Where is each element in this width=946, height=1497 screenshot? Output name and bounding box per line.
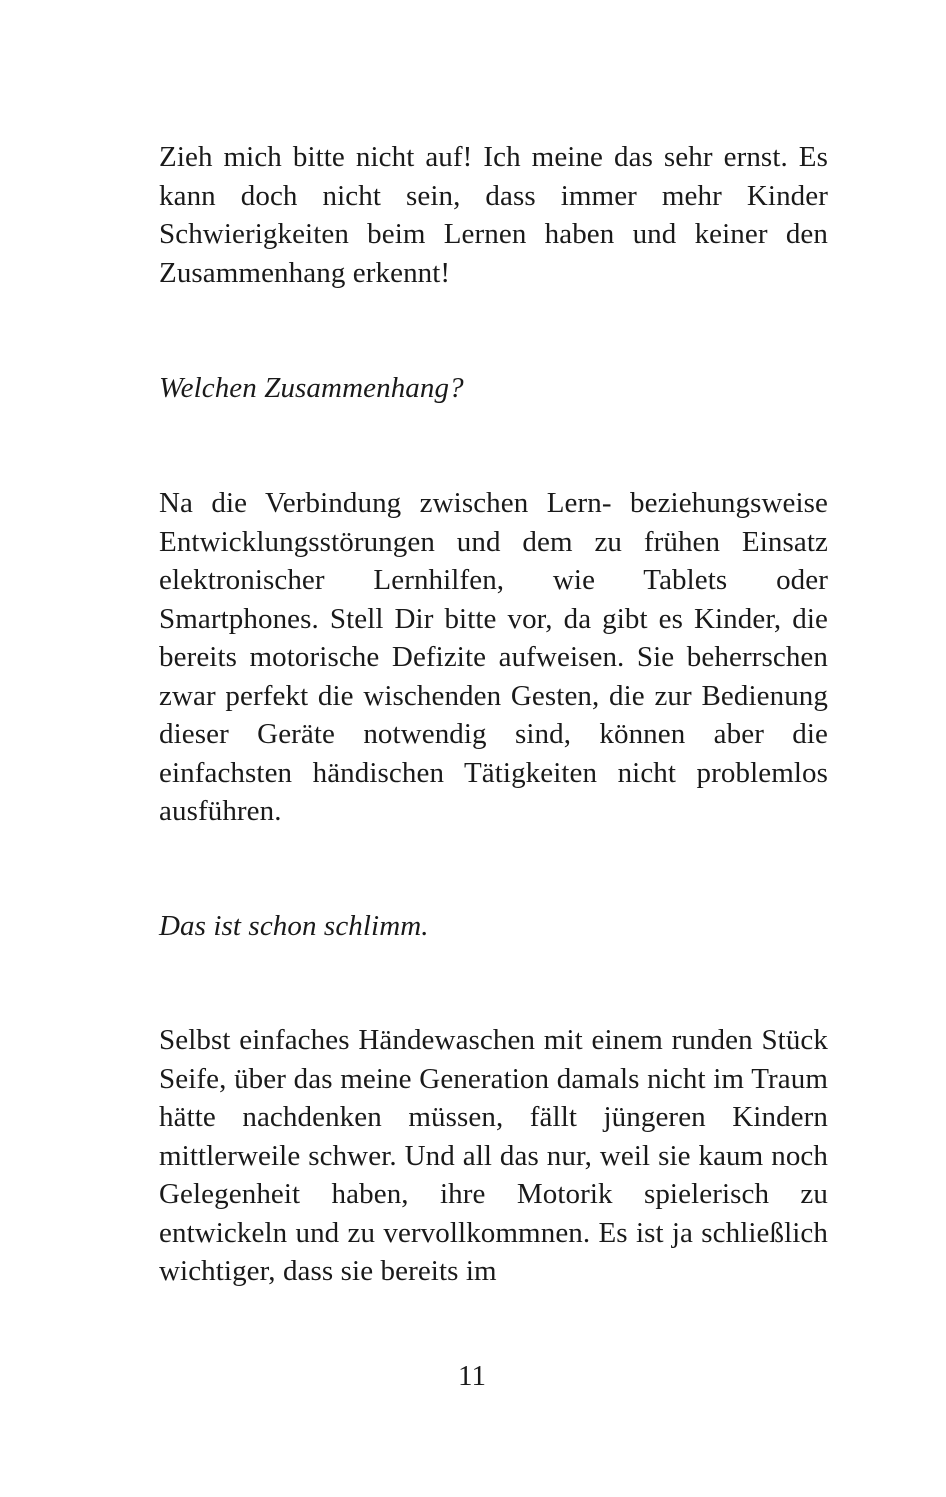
- page-number: 11: [458, 1360, 486, 1392]
- paragraph-dialogue-3: Selbst einfaches Händewaschen mit einem runden Stück Seife, über das meine Generation damals nicht im Traum hätte nachdenken müssen, fällt jüngeren Kindern mittlerweile schwer. Und all das nur, weil sie kaum noch Gelegenheit haben, ihre Motorik spielerisch zu entwickeln und zu vervollkommnen. Es ist ja schließlich wichtiger, dass sie bereits im: [159, 1024, 828, 1287]
- paragraph-dialogue-1: Zieh mich bitte nicht auf! Ich meine das sehr ernst. Es kann doch nicht sein, dass immer mehr Kinder Schwierigkeiten beim Lernen haben und keiner den Zusammenhang erkennt!: [159, 141, 828, 289]
- paragraph-response-italic: Das ist schon schlimm.: [159, 910, 429, 942]
- paragraph-dialogue-2: Na die Verbindung zwischen Lern- beziehungsweise Entwicklungsstörungen und dem zu frühen Einsatz elektronischer Lernhilfen, wie Tablets oder Smartphones. Stell Dir bitte vor, da gibt es Kinder, die bereits motorische Defizite aufweisen. Sie beherrschen zwar perfekt die wischenden Gesten, die zur Bedienung dieser Geräte notwendig sind, können aber die einfachsten händischen Tätigkeiten nicht problemlos ausführen.: [159, 487, 828, 827]
- paragraph-question-italic: Welchen Zusammenhang?: [159, 372, 464, 404]
